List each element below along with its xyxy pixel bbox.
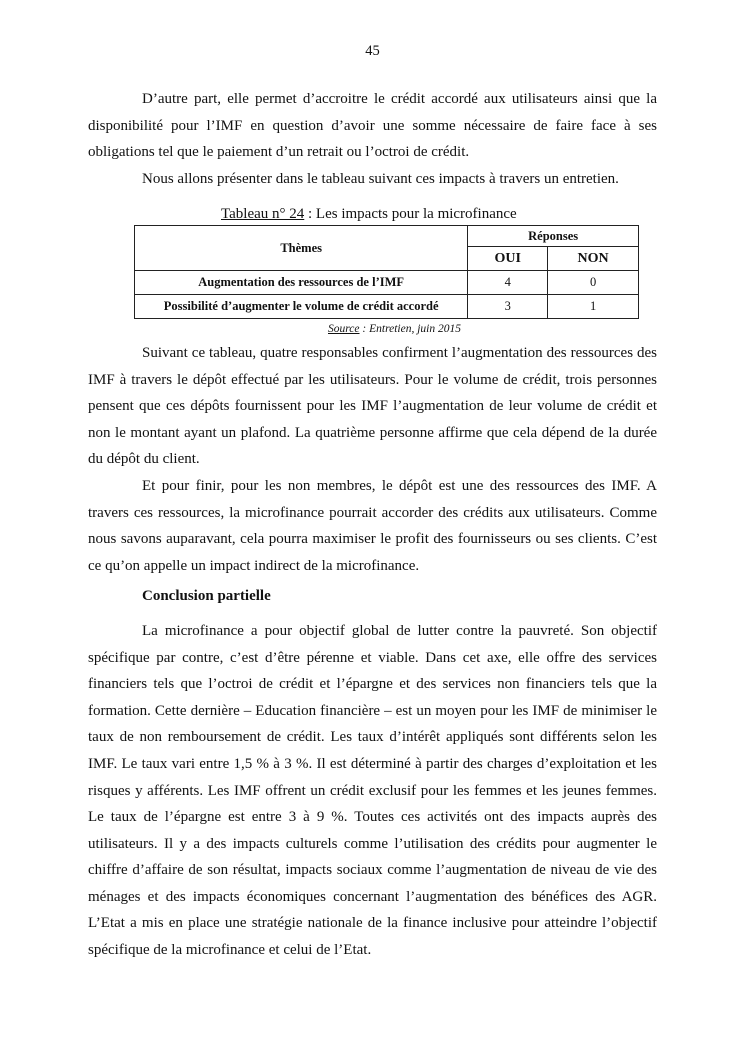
non-header: NON [548,247,639,271]
paragraph-conclusion: La microfinance a pour objectif global de lutter contre la pauvreté. Son objectif spécifique par contre, c’est d’être pérenne et viable. Dans cet axe, elle offre des services financiers tels que l’octroi de crédit et l’épargne et des services non financiers tels que la formation. Cette dernière – Education financière – est un moyen pour les IMF de minimiser le taux de non remboursement de crédit. Les taux d’intérêt appliqués sont différents selon les IMF. Le taux vari entre 1,5 % à 3 %. Il est déterminé à partir des charges d’exploitation et les risques y afférents. Les IMF offrent un crédit exclusif pour les femmes et les jeunes femmes. Le taux de l’épargne est entre 3 à 9 %. Toutes ces activités ont des impacts auprès des utilisateurs. Il y a des impacts culturels comme l’utilisation des crédits pour augmenter le chiffre d’affaire de son résultat, impacts sociaux comme l’augmentation de niveau de vie des ménages et des impacts économiques concernant l’augmentation des bénéfices des AGR. L’Etat a mis en place une stratégie nationale de la finance inclusive pour atteindre l’objectif spécifique de la microfinance et celui de l’Etat. [88,622,657,959]
row-theme: Possibilité d’augmenter le volume de crédit accordé [135,295,468,319]
table-row [135,271,639,295]
table-caption [221,206,517,223]
row-theme: Augmentation des ressources de l’IMF [135,271,468,295]
paragraph-presentation: Nous allons présenter dans le tableau suivant ces impacts à travers un entretien. [142,170,619,187]
responses-header: Réponses [468,226,639,247]
table-caption-text: : Les impacts pour la microfinance [304,206,517,222]
paragraph-suivant-tableau: Suivant ce tableau, quatre responsables confirment l’augmentation des ressources des IMF à travers le dépôt effectué par les utilisateurs. Pour le volume de crédit, trois personnes pensent que ces dépôts fournissent pour les IMF l’augmentation de leur volume de crédit et non le montant ayant un plafond. La quatrième personne affirme que cela dépend de la durée du dépôt du client. [88,345,657,468]
source-label: Source [328,323,360,335]
table-caption-label: Tableau n° 24 [221,206,305,222]
impacts-table [134,225,639,319]
source-text: : Entretien, juin 2015 [359,323,461,335]
row-oui-value: 3 [468,295,548,319]
paragraph-pour-finir: Et pour finir, pour les non membres, le dépôt est une des ressources des IMF. A travers ces ressources, la microfinance pourrait accorder des crédits aux utilisateurs. Comme nous savons auparavant, cela pourra maximiser le profit des fournisseurs ou ses clients. C’est ce qu’on appelle un impact indirect de la microfinance. [88,477,657,574]
analysis-section [88,340,657,964]
page-number: 45 [365,43,380,59]
table-source [328,323,461,335]
row-non-value: 0 [548,271,639,295]
intro-section [88,86,657,192]
table-row [135,295,639,319]
row-oui-value: 4 [468,271,548,295]
themes-header: Thèmes [135,226,468,271]
paragraph-autre-part: D’autre part, elle permet d’accroitre le crédit accordé aux utilisateurs ainsi que la disponibilité pour l’IMF en question d’avoir une somme nécessaire de faire face à ses obligations tel que le paiement d’un retrait ou l’octroi de crédit. [88,91,657,161]
oui-header: OUI [468,247,548,271]
row-non-value: 1 [548,295,639,319]
conclusion-heading: Conclusion partielle [142,588,271,605]
